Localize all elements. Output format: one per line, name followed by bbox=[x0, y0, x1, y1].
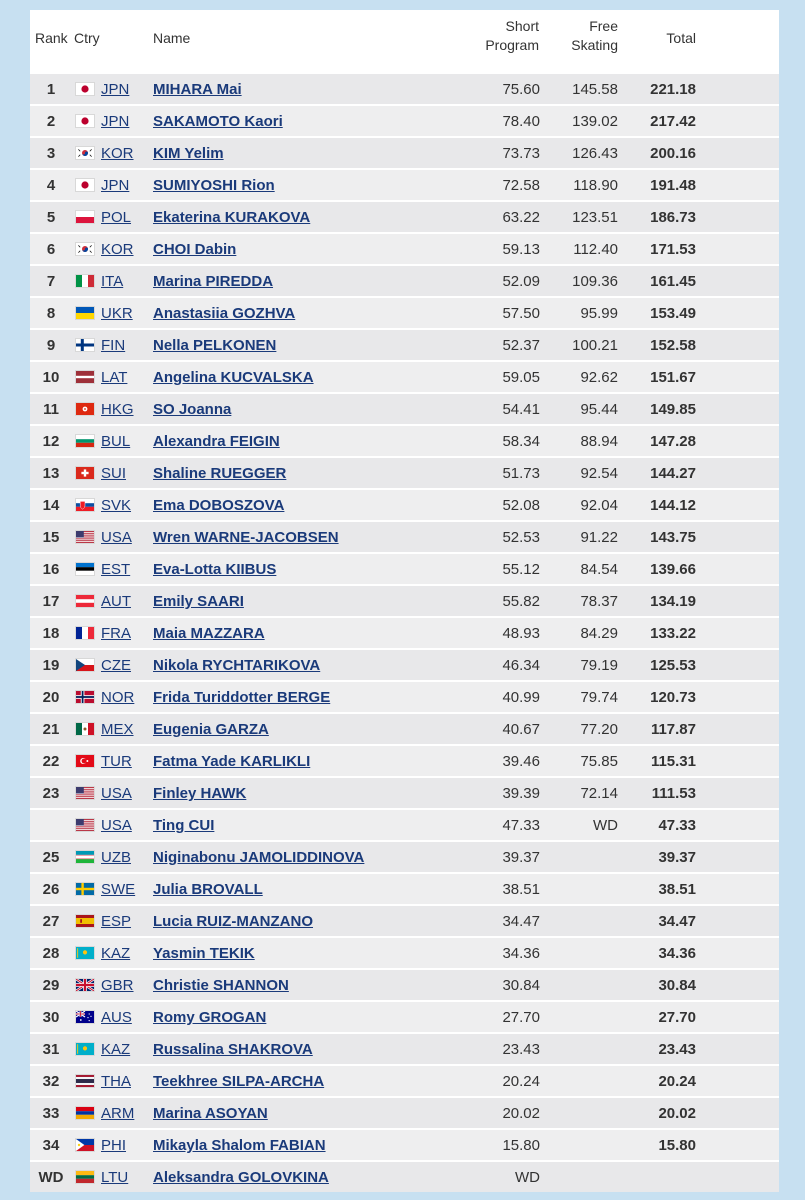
header-name[interactable]: Name bbox=[153, 30, 191, 46]
skater-name-link[interactable]: SAKAMOTO Kaori bbox=[153, 113, 283, 130]
short-program-score: 54.41 bbox=[502, 401, 540, 418]
total-score: 161.45 bbox=[650, 273, 696, 290]
table-row bbox=[30, 457, 779, 488]
table-row bbox=[30, 73, 779, 104]
total-score: 23.43 bbox=[658, 1041, 696, 1058]
table-row bbox=[30, 1161, 779, 1192]
country-link[interactable]: SVK bbox=[101, 497, 132, 514]
skater-name-link[interactable]: Alexandra FEIGIN bbox=[153, 433, 280, 450]
rank-cell: 27 bbox=[42, 913, 60, 930]
country-link[interactable]: JPN bbox=[101, 177, 130, 194]
rank-cell: 11 bbox=[43, 401, 59, 418]
skater-name-link[interactable]: Mikayla Shalom FABIAN bbox=[153, 1137, 326, 1154]
rank-cell: 32 bbox=[42, 1073, 60, 1090]
skater-name-link[interactable]: Emily SAARI bbox=[153, 593, 244, 610]
flag-lat-icon bbox=[75, 370, 95, 384]
country-link[interactable]: USA bbox=[101, 785, 132, 802]
flag-nor-icon bbox=[75, 690, 95, 704]
country-link[interactable]: USA bbox=[101, 817, 132, 834]
flag-usa-icon bbox=[75, 530, 95, 544]
table-row bbox=[30, 937, 779, 968]
table-row bbox=[30, 489, 779, 520]
skater-name-link[interactable]: KIM Yelim bbox=[153, 145, 224, 162]
flag-fra-icon bbox=[75, 626, 95, 640]
free-skating-score: 72.14 bbox=[580, 785, 618, 802]
total-score: 147.28 bbox=[650, 433, 696, 450]
flag-kor-icon bbox=[75, 242, 95, 256]
skater-name-link[interactable]: MIHARA Mai bbox=[153, 81, 242, 98]
skater-name-link[interactable]: Russalina SHAKROVA bbox=[153, 1041, 313, 1058]
total-score: 133.22 bbox=[650, 625, 696, 642]
short-program-score: 23.43 bbox=[502, 1041, 540, 1058]
total-score: 149.85 bbox=[650, 401, 696, 418]
country-link[interactable]: KOR bbox=[101, 241, 134, 258]
total-score: 143.75 bbox=[650, 529, 696, 546]
rank-cell: 10 bbox=[42, 369, 60, 386]
free-skating-score: 91.22 bbox=[580, 529, 618, 546]
country-link[interactable]: UZB bbox=[101, 849, 131, 866]
skater-name-link[interactable]: Niginabonu JAMOLIDDINOVA bbox=[153, 849, 365, 866]
table-row bbox=[30, 1129, 779, 1160]
rank-cell: 30 bbox=[42, 1009, 60, 1026]
country-link[interactable]: ARM bbox=[101, 1105, 135, 1122]
skater-name-link[interactable]: Julia BROVALL bbox=[153, 881, 263, 898]
country-link[interactable]: GBR bbox=[101, 977, 134, 994]
rank-cell: WD bbox=[38, 1169, 64, 1186]
table-row bbox=[30, 233, 779, 264]
table-row bbox=[30, 169, 779, 200]
short-program-score: 46.34 bbox=[502, 657, 540, 674]
skater-name-link[interactable]: Ema DOBOSZOVA bbox=[153, 497, 285, 514]
short-program-score: 72.58 bbox=[502, 177, 540, 194]
country-link[interactable]: LAT bbox=[101, 369, 128, 386]
country-link[interactable]: EST bbox=[101, 561, 131, 578]
total-score: 30.84 bbox=[658, 977, 696, 994]
table-row bbox=[30, 329, 779, 360]
country-link[interactable]: KAZ bbox=[101, 945, 131, 962]
free-skating-score: 75.85 bbox=[580, 753, 618, 770]
skater-name-link[interactable]: Shaline RUEGGER bbox=[153, 465, 287, 482]
rank-cell: 2 bbox=[46, 113, 56, 130]
flag-jpn-icon bbox=[75, 114, 95, 128]
skater-name-link[interactable]: Angelina KUCVALSKA bbox=[153, 369, 314, 386]
free-skating-score: 79.19 bbox=[580, 657, 618, 674]
table-row bbox=[30, 105, 779, 136]
flag-ita-icon bbox=[75, 274, 95, 288]
country-link[interactable]: AUT bbox=[101, 593, 131, 610]
skater-name-link[interactable]: Lucia RUIZ-MANZANO bbox=[153, 913, 313, 930]
flag-svk-icon bbox=[75, 498, 95, 512]
free-skating-score: 88.94 bbox=[580, 433, 618, 450]
short-program-score: 20.24 bbox=[502, 1073, 540, 1090]
flag-aus-icon bbox=[75, 1010, 95, 1024]
country-link[interactable]: USA bbox=[101, 529, 132, 546]
skater-name-link[interactable]: Finley HAWK bbox=[153, 785, 247, 802]
flag-gbr-icon bbox=[75, 978, 95, 992]
country-link[interactable]: BUL bbox=[101, 433, 131, 450]
header-country[interactable]: Ctry bbox=[74, 30, 100, 46]
table-row bbox=[30, 393, 779, 424]
short-program-score: 15.80 bbox=[502, 1137, 540, 1154]
skater-name-link[interactable]: Eva-Lotta KIIBUS bbox=[153, 561, 277, 578]
skater-name-link[interactable]: Frida Turiddotter BERGE bbox=[153, 689, 331, 706]
skater-name-link[interactable]: SUMIYOSHI Rion bbox=[153, 177, 275, 194]
country-link[interactable]: POL bbox=[101, 209, 132, 226]
short-program-score: 39.37 bbox=[502, 849, 540, 866]
rank-cell: 28 bbox=[42, 945, 60, 962]
total-score: 200.16 bbox=[650, 145, 696, 162]
rank-cell: 1 bbox=[46, 81, 56, 98]
total-score: 115.31 bbox=[650, 753, 696, 770]
flag-ukr-icon bbox=[75, 306, 95, 320]
flag-kor-icon bbox=[75, 146, 95, 160]
skater-name-link[interactable]: Ting CUI bbox=[153, 817, 215, 834]
total-score: 151.67 bbox=[650, 369, 696, 386]
country-link[interactable]: THA bbox=[101, 1073, 131, 1090]
rank-cell: 17 bbox=[42, 593, 60, 610]
table-row bbox=[30, 1065, 779, 1096]
rank-cell: 14 bbox=[42, 497, 60, 514]
table-row bbox=[30, 649, 779, 680]
country-link[interactable]: TUR bbox=[101, 753, 132, 770]
skater-name-link[interactable]: Wren WARNE-JACOBSEN bbox=[153, 529, 339, 546]
flag-jpn-icon bbox=[75, 178, 95, 192]
rank-cell: 13 bbox=[42, 465, 60, 482]
short-program-score: 73.73 bbox=[502, 145, 540, 162]
short-program-score: 34.36 bbox=[502, 945, 540, 962]
table-row bbox=[30, 873, 779, 904]
header-rank[interactable]: Rank bbox=[35, 30, 68, 46]
total-score: 117.87 bbox=[650, 721, 696, 738]
country-link[interactable]: CZE bbox=[101, 657, 131, 674]
free-skating-score: 100.21 bbox=[572, 337, 618, 354]
short-program-score: 57.50 bbox=[502, 305, 540, 322]
free-skating-score: 95.44 bbox=[580, 401, 618, 418]
skater-name-link[interactable]: Fatma Yade KARLIKLI bbox=[153, 753, 311, 770]
rank-cell: 20 bbox=[42, 689, 60, 706]
flag-tha-icon bbox=[75, 1074, 95, 1088]
table-row bbox=[30, 777, 779, 808]
short-program-score: 52.09 bbox=[502, 273, 540, 290]
header-short-program[interactable] bbox=[449, 17, 539, 55]
total-score: 20.24 bbox=[658, 1073, 696, 1090]
skater-name-link[interactable]: Yasmin TEKIK bbox=[153, 945, 255, 962]
total-score: 27.70 bbox=[658, 1009, 696, 1026]
rank-cell: 6 bbox=[46, 241, 56, 258]
country-link[interactable]: SUI bbox=[101, 465, 127, 482]
skater-name-link[interactable]: Aleksandra GOLOVKINA bbox=[153, 1169, 329, 1186]
rank-cell: 26 bbox=[42, 881, 60, 898]
skater-name-link[interactable]: Marina ASOYAN bbox=[153, 1105, 268, 1122]
short-program-score: 40.99 bbox=[502, 689, 540, 706]
flag-aut-icon bbox=[75, 594, 95, 608]
total-score: 111.53 bbox=[651, 785, 696, 802]
total-score: 134.19 bbox=[650, 593, 696, 610]
short-program-score: 34.47 bbox=[502, 913, 540, 930]
rank-cell: 9 bbox=[46, 337, 56, 354]
skater-name-link[interactable]: Romy GROGAN bbox=[153, 1009, 267, 1026]
short-program-score: 48.93 bbox=[502, 625, 540, 642]
table-row bbox=[30, 745, 779, 776]
total-score: 139.66 bbox=[650, 561, 696, 578]
rank-cell: 34 bbox=[42, 1137, 60, 1154]
free-skating-score: 123.51 bbox=[572, 209, 618, 226]
rank-cell: 5 bbox=[46, 209, 56, 226]
country-link[interactable]: UKR bbox=[101, 305, 133, 322]
total-score: 191.48 bbox=[650, 177, 696, 194]
rank-cell: 4 bbox=[46, 177, 56, 194]
skater-name-link[interactable]: Marina PIREDDA bbox=[153, 273, 274, 290]
table-header bbox=[30, 10, 779, 72]
short-program-score: 40.67 bbox=[502, 721, 540, 738]
total-score: 38.51 bbox=[658, 881, 696, 898]
flag-jpn-icon bbox=[75, 82, 95, 96]
country-link[interactable]: SWE bbox=[101, 881, 136, 898]
short-program-score: 55.82 bbox=[502, 593, 540, 610]
total-score: 34.47 bbox=[658, 913, 696, 930]
country-link[interactable]: JPN bbox=[101, 113, 130, 130]
free-skating-score: 112.40 bbox=[573, 241, 618, 258]
total-score: 171.53 bbox=[650, 241, 696, 258]
country-link[interactable]: KAZ bbox=[101, 1041, 131, 1058]
short-program-score: 52.08 bbox=[502, 497, 540, 514]
table-row bbox=[30, 969, 779, 1000]
table-row bbox=[30, 553, 779, 584]
total-score: 152.58 bbox=[650, 337, 696, 354]
flag-pol-icon bbox=[75, 210, 95, 224]
flag-uzb-icon bbox=[75, 850, 95, 864]
short-program-score: 59.13 bbox=[502, 241, 540, 258]
rank-cell: 8 bbox=[46, 305, 56, 322]
flag-fin-icon bbox=[75, 338, 95, 352]
header-free-skating[interactable] bbox=[528, 17, 618, 55]
table-row bbox=[30, 1001, 779, 1032]
country-link[interactable]: AUS bbox=[101, 1009, 132, 1026]
free-skating-score: 126.43 bbox=[572, 145, 618, 162]
flag-esp-icon bbox=[75, 914, 95, 928]
free-skating-score: 84.54 bbox=[580, 561, 618, 578]
table-row bbox=[30, 521, 779, 552]
free-skating-score: 109.36 bbox=[572, 273, 618, 290]
flag-cze-icon bbox=[75, 658, 95, 672]
flag-tur-icon bbox=[75, 754, 95, 768]
total-score: 47.33 bbox=[658, 817, 696, 834]
skater-name-link[interactable]: Maia MAZZARA bbox=[153, 625, 265, 642]
short-program-score: 52.37 bbox=[502, 337, 540, 354]
total-score: 144.27 bbox=[650, 465, 696, 482]
free-skating-score: 92.04 bbox=[580, 497, 618, 514]
total-score: 39.37 bbox=[658, 849, 696, 866]
rank-cell: 15 bbox=[42, 529, 60, 546]
rank-cell: 25 bbox=[42, 849, 60, 866]
rank-cell: 18 bbox=[42, 625, 60, 642]
results-panel bbox=[30, 10, 779, 1186]
country-link[interactable]: LTU bbox=[101, 1169, 129, 1186]
flag-phi-icon bbox=[75, 1138, 95, 1152]
rank-cell: 31 bbox=[42, 1041, 60, 1058]
table-row bbox=[30, 617, 779, 648]
table-row bbox=[30, 841, 779, 872]
short-program-score: 59.05 bbox=[502, 369, 540, 386]
total-score: 120.73 bbox=[650, 689, 696, 706]
free-skating-score: 95.99 bbox=[580, 305, 618, 322]
flag-ltu-icon bbox=[75, 1170, 95, 1184]
rank-cell: 12 bbox=[42, 433, 60, 450]
short-program-score: 78.40 bbox=[502, 113, 540, 130]
flag-est-icon bbox=[75, 562, 95, 576]
table-row bbox=[30, 425, 779, 456]
country-link[interactable]: FIN bbox=[101, 337, 126, 354]
total-score: 144.12 bbox=[650, 497, 696, 514]
short-program-score: 39.39 bbox=[502, 785, 540, 802]
free-skating-score: 77.20 bbox=[580, 721, 618, 738]
table-row bbox=[30, 1097, 779, 1128]
free-skating-score: 84.29 bbox=[580, 625, 618, 642]
total-score: 15.80 bbox=[658, 1137, 696, 1154]
flag-arm-icon bbox=[75, 1106, 95, 1120]
flag-sui-icon bbox=[75, 466, 95, 480]
flag-usa-icon bbox=[75, 818, 95, 832]
free-skating-score: 79.74 bbox=[580, 689, 618, 706]
free-skating-score: 139.02 bbox=[572, 113, 618, 130]
free-skating-score: 118.90 bbox=[573, 177, 618, 194]
header-short-program-line1: Short bbox=[505, 18, 539, 34]
flag-kaz-icon bbox=[75, 946, 95, 960]
skater-name-link[interactable]: SO Joanna bbox=[153, 401, 232, 418]
table-row bbox=[30, 201, 779, 232]
country-link[interactable]: KOR bbox=[101, 145, 134, 162]
rank-cell: 23 bbox=[42, 785, 60, 802]
short-program-score: 52.53 bbox=[502, 529, 540, 546]
skater-name-link[interactable]: Christie SHANNON bbox=[153, 977, 289, 994]
skater-name-link[interactable]: Teekhree SILPA-ARCHA bbox=[153, 1073, 325, 1090]
short-program-score: 47.33 bbox=[502, 817, 540, 834]
short-program-score: WD bbox=[515, 1169, 540, 1186]
flag-hkg-icon bbox=[75, 402, 95, 416]
short-program-score: 30.84 bbox=[502, 977, 540, 994]
short-program-score: 55.12 bbox=[502, 561, 540, 578]
header-total[interactable]: Total bbox=[666, 30, 696, 46]
header-short-program-line2: Program bbox=[485, 37, 539, 53]
total-score: 186.73 bbox=[650, 209, 696, 226]
total-score: 34.36 bbox=[658, 945, 696, 962]
skater-name-link[interactable]: CHOI Dabin bbox=[153, 241, 237, 258]
total-score: 125.53 bbox=[650, 657, 696, 674]
table-row bbox=[30, 713, 779, 744]
country-link[interactable]: MEX bbox=[101, 721, 134, 738]
total-score: 221.18 bbox=[650, 81, 696, 98]
table-row bbox=[30, 361, 779, 392]
free-skating-score: 92.62 bbox=[580, 369, 618, 386]
short-program-score: 58.34 bbox=[502, 433, 540, 450]
table-row bbox=[30, 297, 779, 328]
short-program-score: 51.73 bbox=[502, 465, 540, 482]
table-row bbox=[30, 585, 779, 616]
country-link[interactable]: ITA bbox=[101, 273, 124, 290]
country-link[interactable]: ESP bbox=[101, 913, 132, 930]
header-free-skating-line1: Free bbox=[589, 18, 618, 34]
table-row bbox=[30, 905, 779, 936]
short-program-score: 75.60 bbox=[502, 81, 540, 98]
short-program-score: 39.46 bbox=[502, 753, 540, 770]
table-row bbox=[30, 265, 779, 296]
table-row bbox=[30, 1033, 779, 1064]
country-link[interactable]: PHI bbox=[101, 1137, 127, 1154]
flag-usa-icon bbox=[75, 786, 95, 800]
skater-name-link[interactable]: Nella PELKONEN bbox=[153, 337, 277, 354]
country-link[interactable]: HKG bbox=[101, 401, 134, 418]
skater-name-link[interactable]: Eugenia GARZA bbox=[153, 721, 269, 738]
short-program-score: 38.51 bbox=[502, 881, 540, 898]
table-row bbox=[30, 809, 779, 840]
header-free-skating-line2: Skating bbox=[571, 37, 618, 53]
rank-cell: 19 bbox=[42, 657, 60, 674]
total-score: 153.49 bbox=[650, 305, 696, 322]
rank-cell: 21 bbox=[42, 721, 60, 738]
short-program-score: 63.22 bbox=[502, 209, 540, 226]
flag-kaz-icon bbox=[75, 1042, 95, 1056]
rank-cell: 22 bbox=[42, 753, 60, 770]
flag-bul-icon bbox=[75, 434, 95, 448]
free-skating-score: 92.54 bbox=[580, 465, 618, 482]
free-skating-score: 78.37 bbox=[580, 593, 618, 610]
total-score: 217.42 bbox=[650, 113, 696, 130]
skater-name-link[interactable]: Ekaterina KURAKOVA bbox=[153, 209, 311, 226]
rank-cell: 16 bbox=[42, 561, 60, 578]
total-score: 20.02 bbox=[658, 1105, 696, 1122]
skater-name-link[interactable]: Nikola RYCHTARIKOVA bbox=[153, 657, 321, 674]
rank-cell: 7 bbox=[46, 273, 56, 290]
free-skating-score: WD bbox=[593, 817, 618, 834]
country-link[interactable]: JPN bbox=[101, 81, 130, 98]
skater-name-link[interactable]: Anastasiia GOZHVA bbox=[153, 305, 296, 322]
short-program-score: 27.70 bbox=[502, 1009, 540, 1026]
country-link[interactable]: FRA bbox=[101, 625, 131, 642]
free-skating-score: 145.58 bbox=[572, 81, 618, 98]
rank-cell: 3 bbox=[46, 145, 56, 162]
country-link[interactable]: NOR bbox=[101, 689, 135, 706]
short-program-score: 20.02 bbox=[502, 1105, 540, 1122]
rank-cell: 29 bbox=[42, 977, 60, 994]
table-row bbox=[30, 681, 779, 712]
table-row bbox=[30, 137, 779, 168]
flag-mex-icon bbox=[75, 722, 95, 736]
rank-cell: 33 bbox=[42, 1105, 60, 1122]
flag-swe-icon bbox=[75, 882, 95, 896]
